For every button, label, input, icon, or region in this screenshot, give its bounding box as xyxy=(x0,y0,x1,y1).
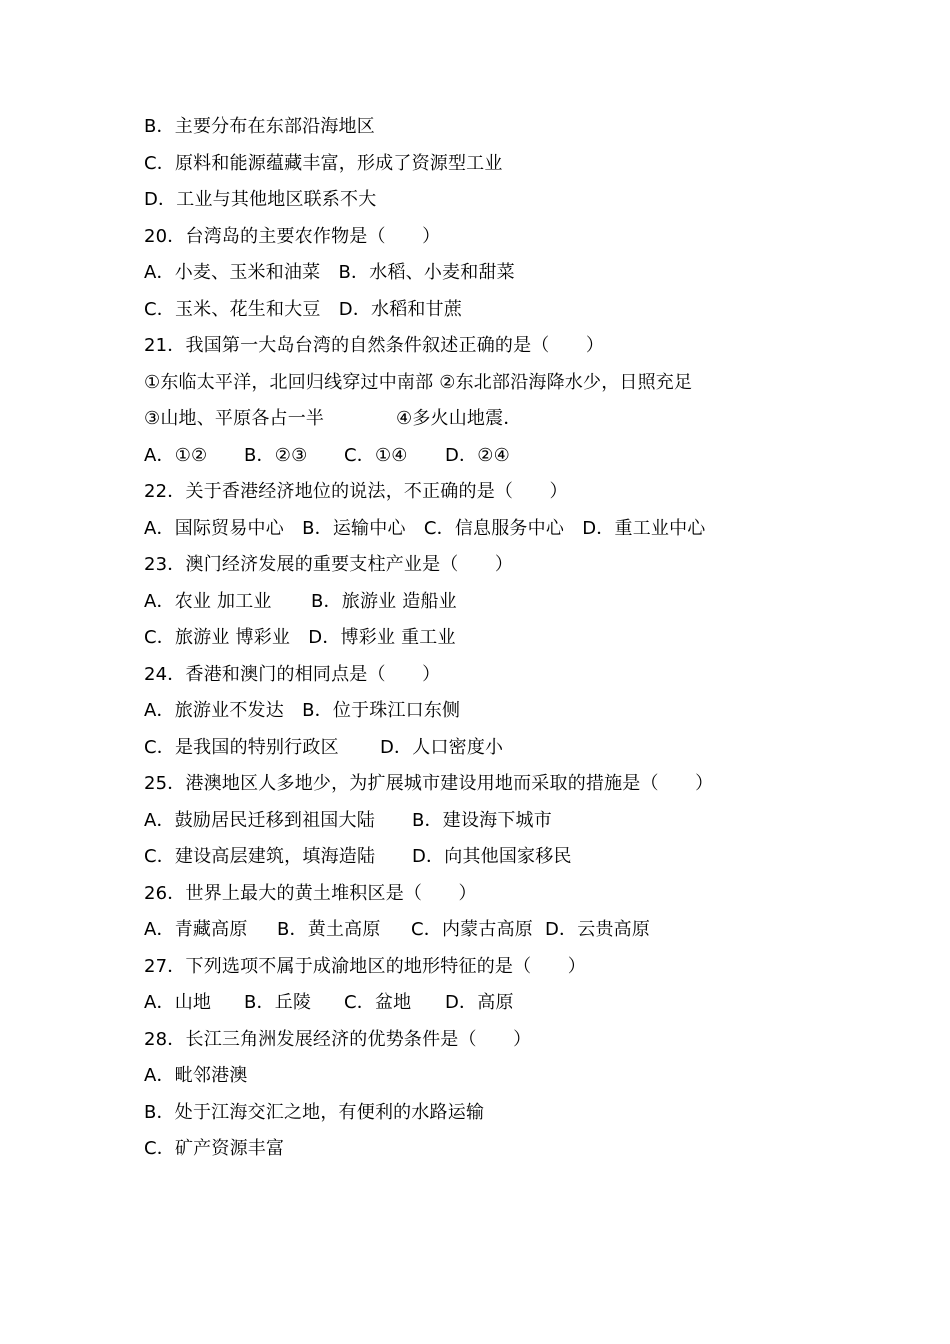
q25-option-a: A．鼓励居民迁移到祖国大陆 xyxy=(144,810,375,831)
q21-statements-3-4 xyxy=(144,404,522,434)
q19-option-c: C．原料和能源蕴藏丰富，形成了资源型工业 xyxy=(144,153,503,174)
q23-option-a: A．农业 加工业 xyxy=(144,591,272,612)
q24-question: 24．香港和澳门的相同点是（ ） xyxy=(144,664,441,685)
q21-option-b: B．②③ xyxy=(244,445,308,466)
q26-option-c: C．内蒙古高原 xyxy=(411,919,533,940)
q23-question: 23．澳门经济发展的重要支柱产业是（ ） xyxy=(144,554,514,575)
q25-option-d: D．向其他国家移民 xyxy=(412,846,572,867)
q19-option-d: D．工业与其他地区联系不大 xyxy=(144,189,377,210)
q27-option-b: B．丘陵 xyxy=(244,992,312,1013)
q27-option-a: A．山地 xyxy=(144,992,212,1013)
q25-options-ab xyxy=(144,806,552,836)
q21-question: 21．我国第一大岛台湾的自然条件叙述正确的是（ ） xyxy=(144,335,605,356)
q27-option-c: C．盆地 xyxy=(344,992,412,1013)
q27-question: 27．下列选项不属于成渝地区的地形特征的是（ ） xyxy=(144,956,586,977)
q21-option-a: A．①② xyxy=(144,445,208,466)
q26-option-d: D．云贵高原 xyxy=(545,919,651,940)
q22-question: 22．关于香港经济地位的说法，不正确的是（ ） xyxy=(144,481,568,502)
q25-options-cd xyxy=(144,842,572,872)
q24-option-d: D．人口密度小 xyxy=(380,737,504,758)
q24-options-ab: A．旅游业不发达 B．位于珠江口东侧 xyxy=(144,700,461,721)
q27-option-d: D．高原 xyxy=(445,992,514,1013)
q20-question: 20．台湾岛的主要农作物是（ ） xyxy=(144,226,441,247)
q21-statement-3: ③山地、平原各占一半 xyxy=(144,408,325,429)
q23-options-ab xyxy=(144,587,457,617)
q20-options-cd: C．玉米、花生和大豆 D．水稻和甘蔗 xyxy=(144,299,463,320)
q21-option-c: C．①④ xyxy=(344,445,408,466)
q20-options-ab: A．小麦、玉米和油菜 B．水稻、小麦和甜菜 xyxy=(144,262,515,283)
q21-option-d: D．②④ xyxy=(445,445,510,466)
q24-options-cd xyxy=(144,733,504,763)
q19-option-b: B．主要分布在东部沿海地区 xyxy=(144,116,375,137)
q27-options xyxy=(144,988,514,1018)
q24-option-c: C．是我国的特别行政区 xyxy=(144,737,339,758)
q21-statement-4: ④多火山地震． xyxy=(396,408,522,429)
q25-option-c: C．建设高层建筑，填海造陆 xyxy=(144,846,376,867)
q21-options xyxy=(144,441,510,471)
q25-question: 25．港澳地区人多地少，为扩展城市建设用地而采取的措施是（ ） xyxy=(144,773,714,794)
q25-option-b: B．建设海下城市 xyxy=(412,810,552,831)
q23-option-b: B．旅游业 造船业 xyxy=(311,591,457,612)
q28-option-b: B．处于江海交汇之地，有便利的水路运输 xyxy=(144,1102,485,1123)
q22-options: A．国际贸易中心 B．运输中心 C．信息服务中心 D．重工业中心 xyxy=(144,518,706,539)
q21-statements-1-2: ①东临太平洋，北回归线穿过中南部 ②东北部沿海降水少，日照充足 xyxy=(144,372,693,393)
q28-option-c: C．矿产资源丰富 xyxy=(144,1138,285,1159)
q26-option-a: A．青藏高原 xyxy=(144,919,248,940)
q28-option-a: A．毗邻港澳 xyxy=(144,1065,248,1086)
q26-question: 26．世界上最大的黄土堆积区是（ ） xyxy=(144,883,477,904)
q23-options-cd: C．旅游业 博彩业 D．博彩业 重工业 xyxy=(144,627,456,648)
q26-option-b: B．黄土高原 xyxy=(277,919,381,940)
q26-options xyxy=(144,915,651,945)
q28-question: 28．长江三角洲发展经济的优势条件是（ ） xyxy=(144,1029,532,1050)
